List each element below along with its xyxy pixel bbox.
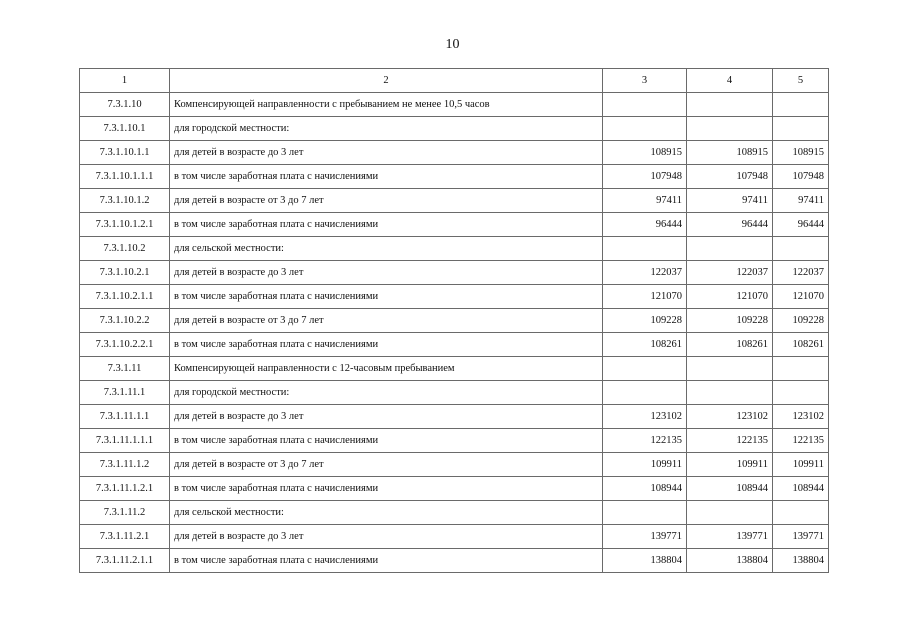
row-value-col4	[687, 93, 773, 117]
row-value-col5: 123102	[773, 405, 829, 429]
row-value-col5	[773, 93, 829, 117]
row-code: 7.3.1.11.1.2	[80, 453, 170, 477]
row-value-col3: 122037	[603, 261, 687, 285]
row-code: 7.3.1.11.1.1.1	[80, 429, 170, 453]
row-value-col4: 108944	[687, 477, 773, 501]
row-value-col3: 108261	[603, 333, 687, 357]
table-row	[80, 213, 829, 237]
row-value-col5: 109228	[773, 309, 829, 333]
table-row	[80, 357, 829, 381]
table-row	[80, 237, 829, 261]
row-value-col3: 138804	[603, 549, 687, 573]
row-code: 7.3.1.10.1.1	[80, 141, 170, 165]
row-name: в том числе заработная плата с начислениями	[170, 333, 603, 357]
page-number: 10	[445, 37, 460, 52]
row-value-col4: 108915	[687, 141, 773, 165]
row-value-col3: 109911	[603, 453, 687, 477]
row-name: для детей в возрасте до 3 лет	[170, 525, 603, 549]
row-name: для сельской местности:	[170, 237, 603, 261]
row-value-col5: 139771	[773, 525, 829, 549]
row-code: 7.3.1.10.2.2	[80, 309, 170, 333]
row-code: 7.3.1.11.2.1.1	[80, 549, 170, 573]
row-value-col3	[603, 501, 687, 525]
row-name: в том числе заработная плата с начислениями	[170, 429, 603, 453]
row-value-col5	[773, 237, 829, 261]
row-code: 7.3.1.11	[80, 357, 170, 381]
row-value-col3: 96444	[603, 213, 687, 237]
row-value-col5	[773, 357, 829, 381]
row-value-col4: 96444	[687, 213, 773, 237]
table-row	[80, 405, 829, 429]
row-name: в том числе заработная плата с начислениями	[170, 165, 603, 189]
row-name: Компенсирующей направленности с 12-часовым пребыванием	[170, 357, 603, 381]
row-code: 7.3.1.11.2.1	[80, 525, 170, 549]
row-code: 7.3.1.10.1.2.1	[80, 213, 170, 237]
row-value-col5: 122135	[773, 429, 829, 453]
table-row	[80, 501, 829, 525]
row-code: 7.3.1.10	[80, 93, 170, 117]
row-value-col5: 108261	[773, 333, 829, 357]
row-name: для детей в возрасте от 3 до 7 лет	[170, 309, 603, 333]
table-row	[80, 381, 829, 405]
row-value-col4: 108261	[687, 333, 773, 357]
row-value-col5	[773, 117, 829, 141]
row-value-col3: 107948	[603, 165, 687, 189]
row-name: для городской местности:	[170, 381, 603, 405]
table-row	[80, 549, 829, 573]
table-body	[80, 69, 829, 573]
row-code: 7.3.1.11.2	[80, 501, 170, 525]
row-value-col4: 122135	[687, 429, 773, 453]
row-value-col4	[687, 357, 773, 381]
row-code: 7.3.1.11.1.1	[80, 405, 170, 429]
row-value-col3	[603, 237, 687, 261]
row-value-col4: 138804	[687, 549, 773, 573]
row-value-col3	[603, 93, 687, 117]
row-code: 7.3.1.10.1.2	[80, 189, 170, 213]
row-value-col5: 96444	[773, 213, 829, 237]
row-code: 7.3.1.11.1	[80, 381, 170, 405]
row-value-col3: 139771	[603, 525, 687, 549]
row-value-col5: 109911	[773, 453, 829, 477]
row-value-col5: 97411	[773, 189, 829, 213]
row-value-col4: 139771	[687, 525, 773, 549]
row-code: 7.3.1.10.1.1.1	[80, 165, 170, 189]
row-code: 7.3.1.11.1.2.1	[80, 477, 170, 501]
table-row	[80, 309, 829, 333]
table-row	[80, 477, 829, 501]
tariff-table	[79, 68, 829, 573]
table-header-row	[80, 69, 829, 93]
row-name: для городской местности:	[170, 117, 603, 141]
row-name: для детей в возрасте до 3 лет	[170, 405, 603, 429]
column-header-3: 3	[603, 69, 687, 93]
column-header-2: 2	[170, 69, 603, 93]
row-value-col3: 109228	[603, 309, 687, 333]
row-value-col5	[773, 501, 829, 525]
row-value-col4: 123102	[687, 405, 773, 429]
row-name: в том числе заработная плата с начислениями	[170, 549, 603, 573]
row-value-col5: 121070	[773, 285, 829, 309]
table-row	[80, 117, 829, 141]
row-value-col3	[603, 381, 687, 405]
table-row	[80, 333, 829, 357]
row-value-col5: 138804	[773, 549, 829, 573]
row-name: для детей в возрасте от 3 до 7 лет	[170, 453, 603, 477]
row-value-col4	[687, 381, 773, 405]
row-name: в том числе заработная плата с начислениями	[170, 285, 603, 309]
row-value-col5: 122037	[773, 261, 829, 285]
table-row	[80, 453, 829, 477]
column-header-1: 1	[80, 69, 170, 93]
row-value-col5: 108915	[773, 141, 829, 165]
table-row	[80, 285, 829, 309]
row-value-col4	[687, 237, 773, 261]
table-row	[80, 165, 829, 189]
row-value-col3	[603, 117, 687, 141]
column-header-4: 4	[687, 69, 773, 93]
row-value-col4	[687, 501, 773, 525]
row-value-col3: 123102	[603, 405, 687, 429]
row-value-col3: 122135	[603, 429, 687, 453]
row-name: в том числе заработная плата с начислениями	[170, 213, 603, 237]
row-name: для сельской местности:	[170, 501, 603, 525]
row-name: для детей в возрасте до 3 лет	[170, 141, 603, 165]
row-value-col4: 109911	[687, 453, 773, 477]
row-value-col3: 108915	[603, 141, 687, 165]
row-value-col4	[687, 117, 773, 141]
row-code: 7.3.1.10.2	[80, 237, 170, 261]
row-value-col4: 122037	[687, 261, 773, 285]
row-value-col5: 108944	[773, 477, 829, 501]
column-header-5: 5	[773, 69, 829, 93]
row-value-col4: 97411	[687, 189, 773, 213]
row-code: 7.3.1.10.1	[80, 117, 170, 141]
row-code: 7.3.1.10.2.1.1	[80, 285, 170, 309]
row-value-col4: 107948	[687, 165, 773, 189]
table-row	[80, 429, 829, 453]
row-value-col3: 121070	[603, 285, 687, 309]
row-value-col5: 107948	[773, 165, 829, 189]
row-value-col4: 109228	[687, 309, 773, 333]
row-name: для детей в возрасте от 3 до 7 лет	[170, 189, 603, 213]
table-row	[80, 93, 829, 117]
table-row	[80, 525, 829, 549]
table-row	[80, 141, 829, 165]
row-name: Компенсирующей направленности с пребыванием не менее 10,5 часов	[170, 93, 603, 117]
row-name: в том числе заработная плата с начислениями	[170, 477, 603, 501]
row-value-col3: 108944	[603, 477, 687, 501]
row-name: для детей в возрасте до 3 лет	[170, 261, 603, 285]
row-value-col4: 121070	[687, 285, 773, 309]
table-row	[80, 261, 829, 285]
table-row	[80, 189, 829, 213]
row-code: 7.3.1.10.2.2.1	[80, 333, 170, 357]
row-value-col3	[603, 357, 687, 381]
row-value-col3: 97411	[603, 189, 687, 213]
row-value-col5	[773, 381, 829, 405]
row-code: 7.3.1.10.2.1	[80, 261, 170, 285]
